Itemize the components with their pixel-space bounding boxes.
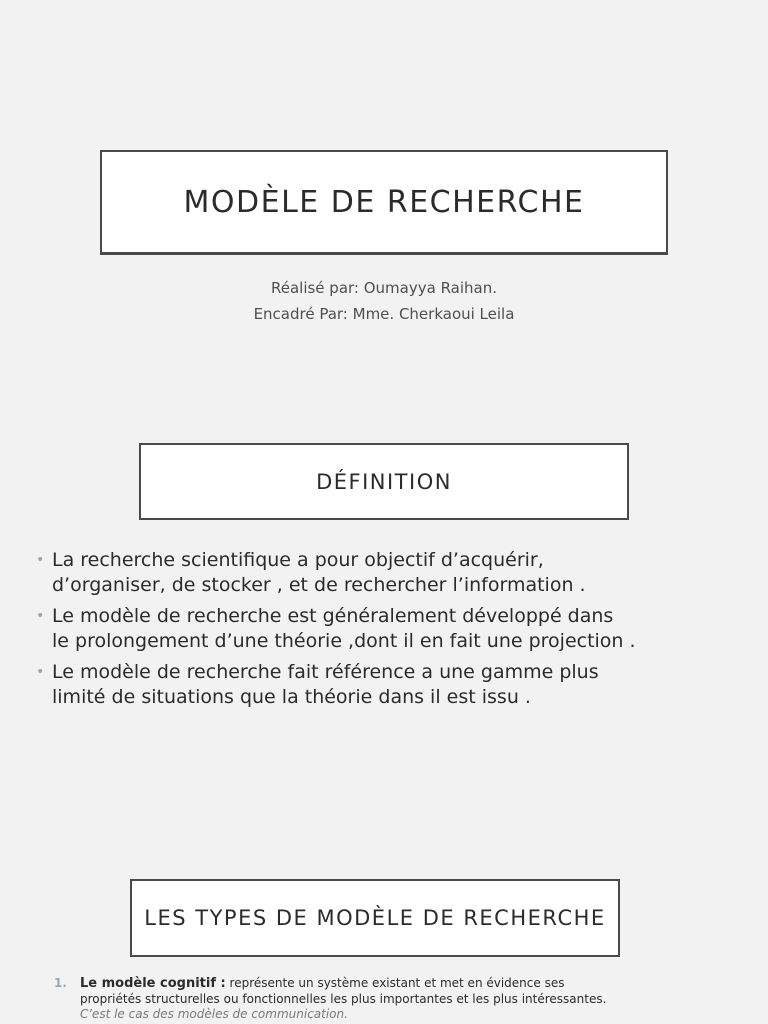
- list-number: 1.: [54, 976, 67, 990]
- type-example: C’est le cas des modèles de communication.: [80, 1007, 348, 1021]
- supervisor-line: Encadré Par: Mme. Cherkaoui Leila: [253, 305, 515, 323]
- definition-heading-box: [139, 443, 629, 520]
- bullet-icon: •: [36, 664, 45, 680]
- bullet-icon: •: [36, 552, 45, 568]
- page-title: MODÈLE DE RECHERCHE: [183, 184, 585, 220]
- list-item-text: Le modèle de recherche est généralement développé dans le prolongement d’une théorie ,dont il en fait une projection .: [52, 605, 636, 652]
- types-list: [54, 976, 614, 1023]
- title-box: [100, 150, 668, 255]
- types-heading: LES TYPES DE MODÈLE DE RECHERCHE: [144, 906, 606, 930]
- bullet-icon: •: [36, 608, 45, 624]
- list-item: [36, 660, 636, 710]
- list-item-text: Le modèle de recherche fait référence a une gamme plus limité de situations que la théorie dans il est issu .: [52, 661, 599, 708]
- list-item: [36, 548, 636, 598]
- definition-list: [36, 548, 636, 716]
- type-term: Le modèle cognitif :: [80, 976, 226, 991]
- types-heading-box: [130, 879, 620, 957]
- list-item-text: La recherche scientifique a pour objectif d’acquérir, d’organiser, de stocker , et de rechercher l’information .: [52, 549, 586, 596]
- definition-heading: DÉFINITION: [316, 469, 452, 494]
- list-item: [36, 604, 636, 654]
- type-description: représente un système existant et met en évidence ses propriétés structurelles ou fonctionnelles les plus importantes et les plus intéressantes.: [80, 976, 607, 1006]
- author-line: Réalisé par: Oumayya Raihan.: [270, 279, 497, 297]
- list-item: [54, 976, 614, 1023]
